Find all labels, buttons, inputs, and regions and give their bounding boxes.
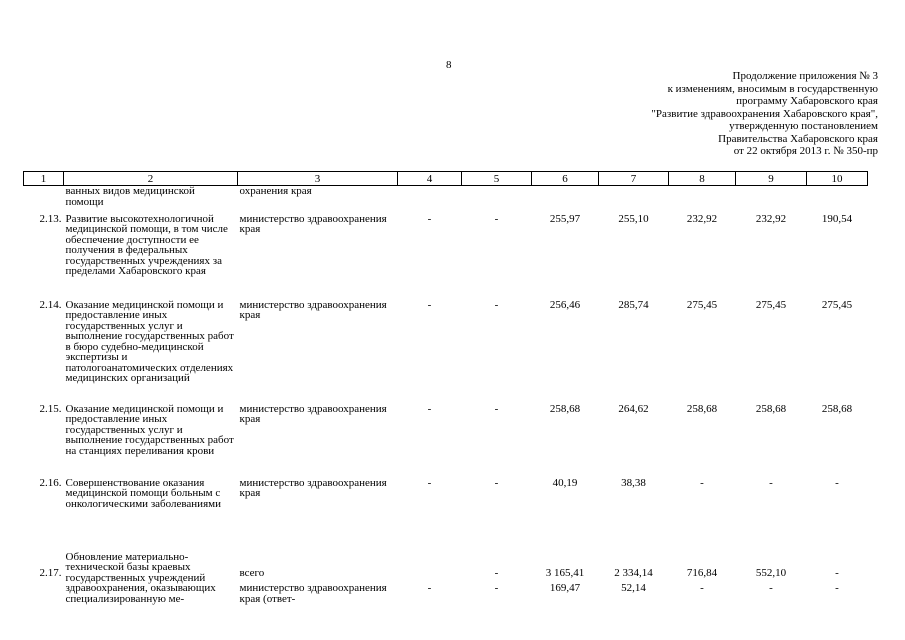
row-value: 258,68 — [549, 402, 581, 415]
column-header: 1 — [24, 172, 64, 186]
row-value: - — [700, 476, 704, 489]
row-value: 264,62 — [618, 402, 649, 415]
row-number: 2.15. — [39, 402, 62, 415]
row-value: - — [494, 402, 499, 415]
column-header: 10 — [807, 172, 868, 186]
row-value: 255,97 — [549, 212, 581, 225]
row-value: 232,92 — [755, 212, 787, 225]
row-value: - — [494, 476, 499, 489]
row-value: 258,68 — [821, 402, 853, 415]
header-line: "Развитие здравоохранения Хабаровского края", — [651, 107, 878, 120]
page-number: 8 — [446, 59, 452, 71]
row-name: Развитие высокотехнологичной медицинской помощи, в том числе обеспечение доступности ее получения в федеральных государственных учреждениях за пределами Хабаровского края — [65, 212, 228, 277]
column-header: 7 — [599, 172, 669, 186]
header-line: программу Хабаровского края — [736, 95, 878, 107]
table-row — [24, 544, 868, 624]
row-name: Оказание медицинской помощи и предоставление иных государственных услуг и выполнение государственных работ в бюро судебно-медицинской экспертизы и патологоанатомических отделениях медицинских организаций — [65, 298, 234, 384]
row-value: 190,54 — [821, 212, 853, 225]
header-line: к изменениям, вносимым в государственную — [667, 82, 878, 95]
row-value — [669, 186, 736, 210]
column-header: 4 — [398, 172, 462, 186]
row-value: 256,46 — [549, 298, 581, 311]
row-value: 285,74 — [618, 298, 649, 311]
row-value — [599, 544, 669, 624]
row-name: Совершенствование оказания медицинской помощи больным с онкологическими заболеваниями — [65, 476, 221, 510]
sub-line: 169,47 — [549, 582, 581, 594]
sub-line: - — [700, 582, 704, 594]
column-header: 6 — [532, 172, 599, 186]
row-number: 2.17. — [39, 566, 62, 579]
column-header: 2 — [64, 172, 238, 186]
row-executor: министерство здравоохранения края — [239, 212, 387, 235]
sub-line: 552,10 — [755, 566, 787, 579]
header-line: Правительства Хабаровского края — [718, 132, 878, 145]
row-value — [599, 186, 669, 210]
row-value: - — [494, 298, 499, 311]
row-value — [462, 186, 532, 210]
row-value: 255,10 — [618, 212, 649, 225]
appendix-header — [651, 70, 878, 158]
row-executor: охранения края — [239, 185, 312, 197]
sub-line: - — [835, 582, 839, 594]
sub-line: - — [835, 566, 839, 579]
row-value: - — [427, 402, 432, 415]
row-name: ванных видов медицинской помощи — [65, 185, 195, 208]
row-value: 258,68 — [686, 402, 718, 415]
row-value: 38,38 — [621, 476, 646, 489]
row-value: - — [427, 212, 432, 225]
sub-line: министерство здравоохранения края (ответ- — [239, 582, 387, 605]
row-value: - — [835, 476, 839, 489]
row-executor: министерство здравоохранения края — [239, 298, 387, 321]
row-number: 2.13. — [39, 212, 62, 225]
row-executor: министерство здравоохранения края — [239, 402, 387, 425]
row-value — [398, 186, 462, 210]
column-header: 3 — [238, 172, 398, 186]
header-line: Продолжение приложения № 3 — [732, 70, 878, 82]
table-row — [24, 210, 868, 296]
row-value — [532, 544, 599, 624]
sub-line: 2 334,14 — [614, 566, 653, 579]
row-value: 275,45 — [686, 298, 718, 311]
column-header: 8 — [669, 172, 736, 186]
sub-line: - — [494, 566, 499, 579]
sub-line: - — [769, 582, 773, 594]
row-value — [736, 544, 807, 624]
row-executor — [238, 544, 398, 624]
row-value: - — [769, 476, 773, 489]
sub-line: 3 165,41 — [545, 566, 585, 579]
row-value: 275,45 — [755, 298, 787, 311]
row-value: - — [494, 212, 499, 225]
row-name: Обновление материально-технической базы краевых государственных учреждений здравоохранения, оказывающих специализированную ме- — [65, 550, 216, 605]
column-header-row — [24, 172, 868, 186]
sub-line — [400, 568, 460, 578]
row-value: - — [427, 298, 432, 311]
sub-line: 52,14 — [621, 582, 646, 594]
row-executor: министерство здравоохранения края — [239, 476, 387, 499]
row-name: Оказание медицинской помощи и предоставление иных государственных услуг и выполнение государственных работ на станциях переливания крови — [65, 402, 234, 457]
row-value — [807, 186, 868, 210]
header-line: от 22 октября 2013 г. № 350-пр — [733, 145, 878, 157]
row-number — [24, 186, 64, 210]
row-value: 258,68 — [755, 402, 787, 415]
row-value — [736, 186, 807, 210]
table-row — [24, 400, 868, 474]
table-row — [24, 186, 868, 210]
row-value: 40,19 — [552, 476, 578, 489]
row-value: 232,92 — [686, 212, 718, 225]
header-line: утвержденную постановлением — [729, 120, 878, 132]
row-value — [669, 544, 736, 624]
sub-line: всего — [239, 566, 265, 579]
column-header: 5 — [462, 172, 532, 186]
program-table — [23, 171, 868, 624]
row-value — [398, 544, 462, 624]
table-row — [24, 474, 868, 544]
row-value — [462, 544, 532, 624]
table-row — [24, 296, 868, 400]
column-header: 9 — [736, 172, 807, 186]
row-value: - — [427, 476, 432, 489]
row-number: 2.16. — [39, 476, 62, 489]
sub-line: 716,84 — [686, 566, 718, 579]
sub-line: - — [427, 581, 432, 594]
row-value — [807, 544, 868, 624]
row-value — [532, 186, 599, 210]
row-number: 2.14. — [39, 298, 62, 311]
sub-line: - — [494, 582, 499, 594]
row-value: 275,45 — [821, 298, 853, 311]
